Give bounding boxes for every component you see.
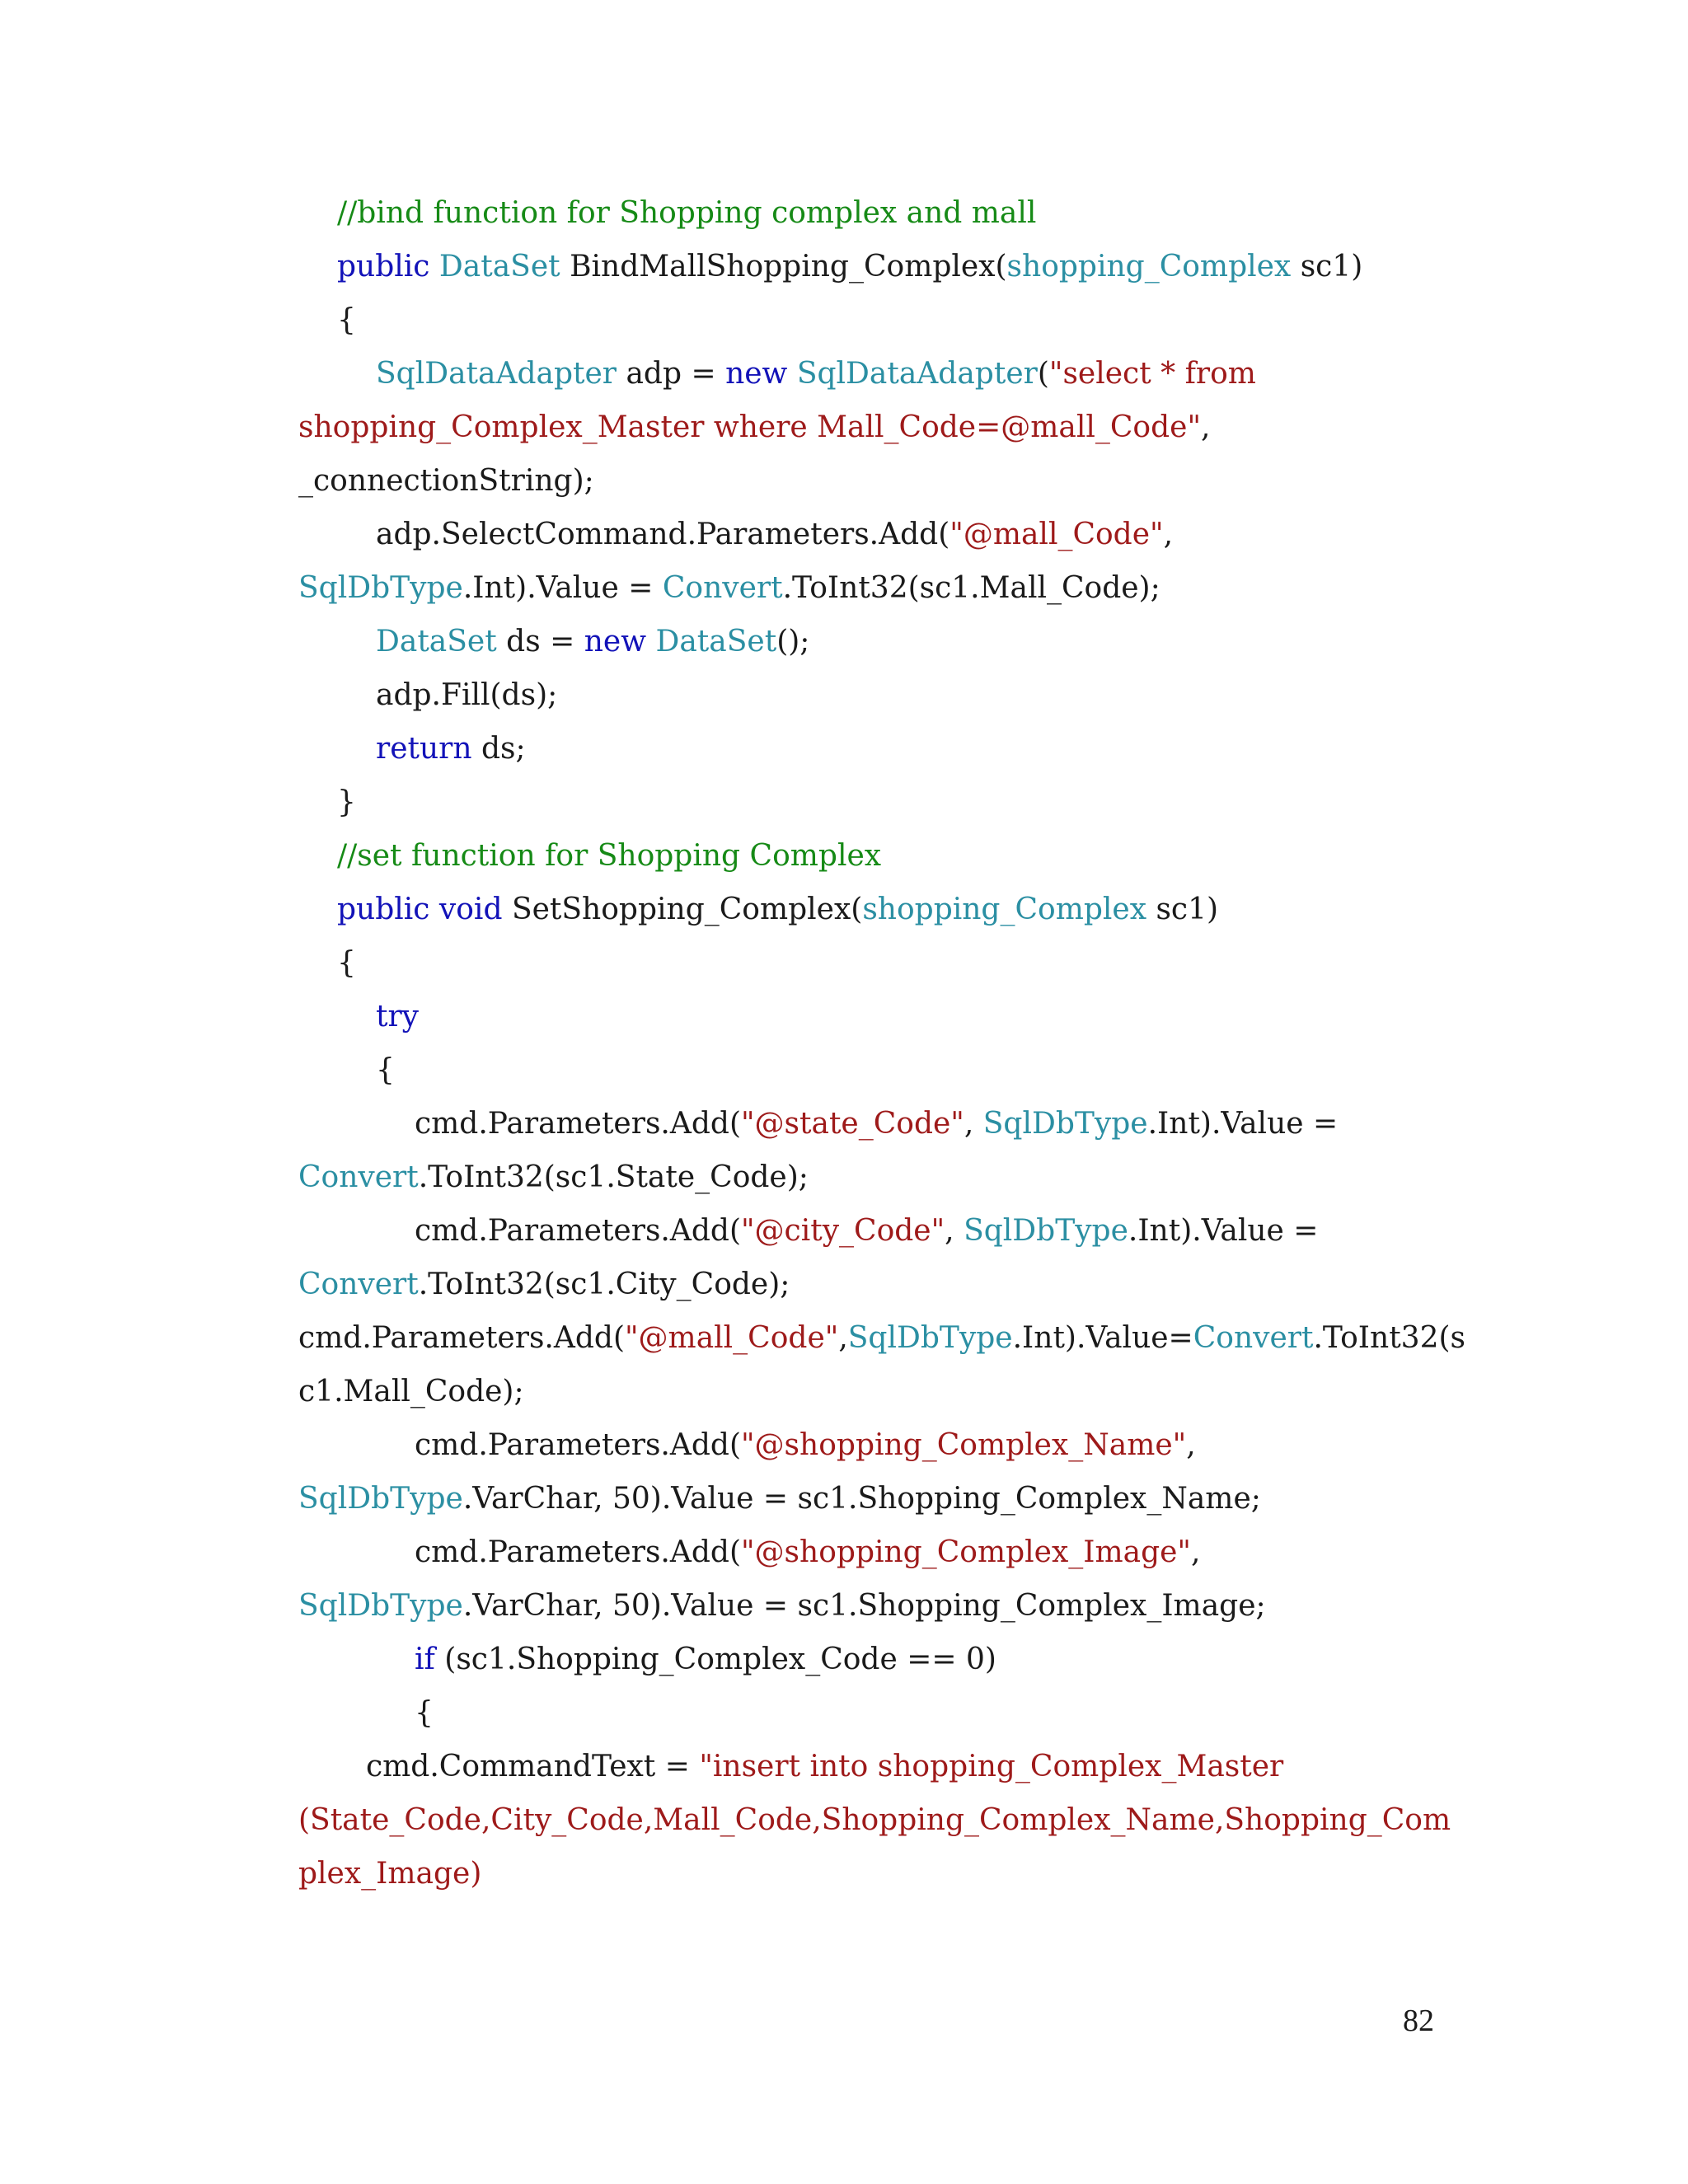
code-token-text: ,: [1163, 518, 1174, 551]
code-token-text: sc1): [1146, 893, 1219, 926]
code-token-type: DataSet: [376, 625, 497, 658]
code-token-string: plex_Image): [298, 1857, 482, 1891]
code-token-text: cmd.Parameters.Add(: [415, 1535, 741, 1569]
code-token-text: cmd.Parameters.Add(: [298, 1321, 625, 1355]
code-line: [298, 1529, 1452, 1582]
code-token-text: _connectionString);: [298, 464, 594, 498]
code-token-type: DataSet: [438, 250, 560, 284]
code-token-text: .VarChar, 50).Value = sc1.Shopping_Complex_Name;: [462, 1482, 1261, 1516]
code-token-type: SqlDbType: [298, 571, 463, 605]
code-line: [298, 190, 1452, 243]
code-token-type: SqlDbType: [982, 1107, 1148, 1141]
code-token-keyword: public: [337, 250, 430, 284]
code-token-text: .Int).Value=: [1012, 1321, 1193, 1355]
code-token-keyword: return: [376, 732, 472, 766]
code-token-text: ,: [964, 1107, 983, 1141]
code-line: [298, 1100, 1452, 1154]
code-token-type: SqlDbType: [298, 1482, 463, 1516]
code-token-type: Convert: [1193, 1321, 1314, 1355]
code-token-string: "insert into shopping_Complex_Master: [699, 1750, 1284, 1783]
code-token-text: ,: [1186, 1428, 1196, 1462]
code-line: [298, 457, 1452, 511]
code-token-text: ();: [776, 625, 810, 658]
code-token-text: .Int).Value =: [1147, 1107, 1339, 1141]
code-token-text: {: [415, 1696, 434, 1730]
code-line: [298, 1154, 1452, 1207]
code-line: [298, 886, 1452, 940]
code-token-text: (: [1037, 357, 1049, 391]
code-token-text: .ToInt32(sc1.Mall_Code);: [782, 571, 1160, 605]
code-token-keyword: public: [337, 893, 430, 926]
code-token-type: shopping_Complex: [862, 893, 1147, 926]
code-token-text: {: [376, 1053, 395, 1087]
code-token-text: adp.SelectCommand.Parameters.Add(: [376, 518, 950, 551]
code-token-type: Convert: [662, 571, 783, 605]
code-token-keyword: if: [415, 1643, 435, 1676]
code-token-text: cmd.Parameters.Add(: [415, 1214, 741, 1248]
code-token-text: cmd.CommandText =: [366, 1750, 700, 1783]
code-token-string: "@mall_Code": [625, 1321, 839, 1355]
code-token-type: SqlDbType: [298, 1589, 463, 1623]
code-line: [298, 1422, 1452, 1475]
code-line: [298, 565, 1452, 618]
code-token-string: (State_Code,City_Code,Mall_Code,Shopping_Complex_Name,Shopping_Com: [298, 1803, 1451, 1837]
code-line: [298, 940, 1452, 993]
code-token-text: SetShopping_Complex(: [502, 893, 863, 926]
code-line: [298, 832, 1452, 886]
code-token-keyword: new: [584, 625, 647, 658]
code-token-type: shopping_Complex: [1006, 250, 1292, 284]
code-token-text: [429, 893, 438, 926]
code-token-type: Convert: [298, 1268, 419, 1301]
code-token-type: SqlDbType: [847, 1321, 1013, 1355]
code-line: [298, 1261, 1452, 1315]
code-token-text: {: [337, 303, 356, 337]
code-token-text: ,: [945, 1214, 964, 1248]
code-token-text: .Int).Value =: [462, 571, 663, 605]
code-line: [298, 1850, 1452, 1904]
page-number: 82: [1403, 2004, 1434, 2038]
code-token-type: Convert: [298, 1160, 419, 1194]
code-line: [298, 725, 1452, 779]
code-token-text: [646, 625, 655, 658]
code-line: [298, 1582, 1452, 1636]
code-token-text: .VarChar, 50).Value = sc1.Shopping_Complex_Image;: [462, 1589, 1266, 1623]
code-token-text: c1.Mall_Code);: [298, 1375, 524, 1408]
code-token-string: "@shopping_Complex_Name": [741, 1428, 1187, 1462]
code-line: [298, 404, 1452, 457]
code-line: [298, 672, 1452, 725]
code-token-text: ds =: [496, 625, 584, 658]
code-token-text: .ToInt32(sc1.State_Code);: [418, 1160, 809, 1194]
code-line: [298, 779, 1452, 832]
code-token-text: }: [337, 785, 356, 819]
code-token-type: SqlDbType: [964, 1214, 1128, 1248]
code-token-text: [787, 357, 796, 391]
code-token-string: "@state_Code": [741, 1107, 964, 1141]
code-token-type: DataSet: [655, 625, 777, 658]
code-line: [298, 1368, 1452, 1422]
code-token-text: .Int).Value =: [1128, 1214, 1319, 1248]
code-token-comment: //set function for Shopping Complex: [337, 839, 882, 873]
code-token-text: (sc1.Shopping_Complex_Code == 0): [434, 1643, 996, 1676]
code-line: [298, 993, 1452, 1047]
code-token-keyword: new: [725, 357, 788, 391]
code-token-string: "@mall_Code": [950, 518, 1164, 551]
code-token-text: ,: [1201, 410, 1211, 444]
code-token-keyword: void: [438, 893, 503, 926]
code-token-string: shopping_Complex_Master where Mall_Code=@mall_Code": [298, 410, 1202, 444]
code-token-comment: //bind function for Shopping complex and mall: [337, 196, 1037, 230]
code-token-text: cmd.Parameters.Add(: [415, 1107, 741, 1141]
code-token-text: [429, 250, 438, 284]
code-token-type: SqlDataAdapter: [376, 357, 617, 391]
code-token-type: SqlDataAdapter: [796, 357, 1038, 391]
code-line: [298, 350, 1452, 404]
code-token-text: {: [337, 946, 356, 980]
code-token-string: "@shopping_Complex_Image": [741, 1535, 1191, 1569]
code-token-text: adp =: [617, 357, 726, 391]
code-line: [298, 1315, 1466, 1368]
code-line: [298, 1636, 1452, 1690]
code-line: [298, 1047, 1452, 1100]
code-token-string: "@city_Code": [741, 1214, 945, 1248]
code-line: [298, 1690, 1452, 1743]
code-token-text: ,: [1190, 1535, 1201, 1569]
code-token-keyword: try: [376, 1000, 420, 1033]
code-line: [298, 297, 1452, 350]
code-line: [298, 511, 1452, 565]
code-token-text: cmd.Parameters.Add(: [415, 1428, 741, 1462]
code-token-text: .ToInt32(sc1.City_Code);: [418, 1268, 790, 1301]
code-token-text: ,: [838, 1321, 848, 1355]
code-token-text: .ToInt32(s: [1313, 1321, 1466, 1355]
code-line: [298, 1743, 1452, 1797]
code-token-text: adp.Fill(ds);: [376, 678, 558, 712]
code-token-string: "select * from: [1048, 357, 1256, 391]
code-line: [298, 1207, 1452, 1261]
code-listing: [298, 190, 1466, 1904]
code-line: [298, 618, 1452, 672]
code-token-text: ds;: [471, 732, 526, 766]
code-token-text: BindMallShopping_Complex(: [560, 250, 1007, 284]
code-token-text: sc1): [1291, 250, 1363, 284]
code-line: [298, 1797, 1452, 1850]
code-line: [298, 1475, 1452, 1529]
code-line: [298, 243, 1452, 297]
